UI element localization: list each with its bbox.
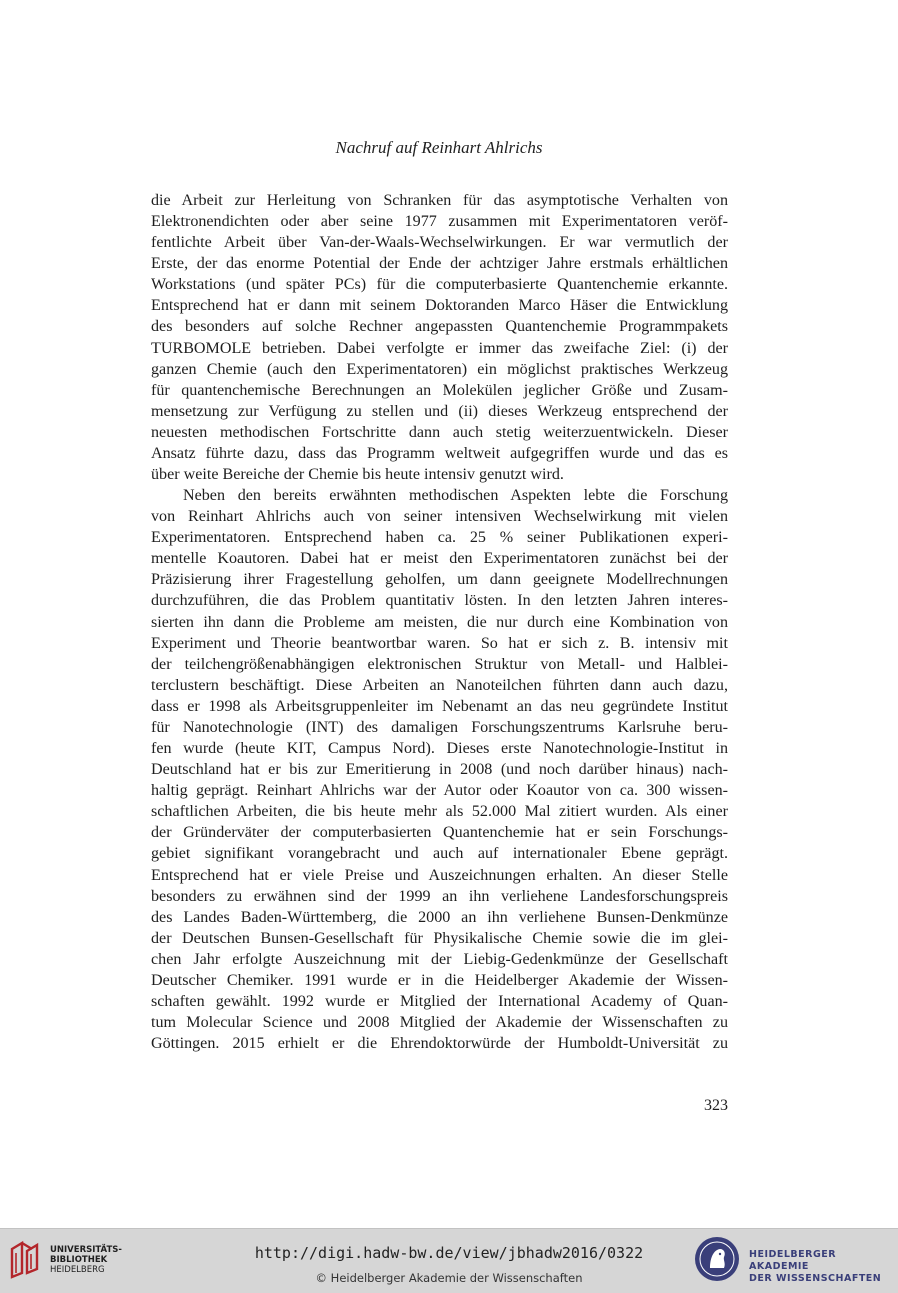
text-line: Göttingen. 2015 erhielt er die Ehrendoktorwürde der Humboldt-Universität zu: [151, 1035, 728, 1053]
page-number: 323: [704, 1097, 728, 1114]
text-line: der teilchengrößenabhängigen elektronischen Struktur von Metall- und Halblei-: [151, 655, 728, 673]
hadw-logo-line1: HEIDELBERGER AKADEMIE: [749, 1249, 837, 1272]
text-line: Neben den bereits erwähnten methodischen Aspekten lebte die Forschung: [183, 487, 728, 505]
text-line: die Arbeit zur Herleitung von Schranken für das asymptotische Verhalten von: [151, 192, 728, 209]
text-line: dass er 1998 als Arbeitsgruppenleiter im Nebenamt an das neu gegründete Institut: [151, 697, 728, 715]
text-line: gebiet signifikant vorangebracht und auch auf internationaler Ebene geprägt.: [151, 845, 728, 863]
text-line: besonders zu erwähnen sind der 1999 an ihn verliehene Landesforschungspreis: [151, 887, 728, 905]
text-line: mensetzung zur Verfügung zu stellen und (ii) dieses Werkzeug entsprechend der: [151, 402, 728, 420]
text-line: neuesten methodischen Fortschritte dann auch stetig weiterzuentwickeln. Dieser: [151, 423, 728, 441]
text-line: TURBOMOLE betrieben. Dabei verfolgte er immer das zweifache Ziel: (i) der: [151, 339, 728, 357]
ub-logo-line1: UNIVERSITÄTS-: [50, 1245, 122, 1255]
text-line: des Landes Baden-Württemberg, die 2000 an ihn verliehene Bunsen-Denkmünze: [151, 908, 728, 926]
text-line: fentlichte Arbeit über Van-der-Waals-Wechselwirkungen. Er war vermutlich der: [151, 234, 728, 252]
text-line: Workstations (und später PCs) für die computerbasierte Quantenchemie erkannte.: [151, 276, 728, 294]
text-line: Ansatz führte dazu, dass das Programm weltweit aufgegriffen wurde und das es: [151, 444, 728, 462]
text-line: chen Jahr erfolgte Auszeichnung mit der Liebig-Gedenkmünze der Gesellschaft: [151, 950, 728, 968]
text-line: Präzisierung ihrer Fragestellung geholfen, um dann geeignete Modellrechnungen: [151, 571, 728, 589]
text-line: tum Molecular Science und 2008 Mitglied der Akademie der Wissenschaften zu: [151, 1014, 728, 1032]
permalink-url[interactable]: http://digi.hadw-bw.de/view/jbhadw2016/0322: [254, 1244, 644, 1262]
text-line: haltig geprägt. Reinhart Ahlrichs war der Autor oder Koautor von ca. 300 wissen-: [151, 782, 728, 800]
text-line: für Nanotechnologie (INT) des damaligen Forschungszentrums Karlsruhe beru-: [151, 718, 728, 736]
text-line: Elektronendichten oder aber seine 1977 zusammen mit Experimentatoren veröf-: [151, 213, 728, 231]
text-line: Entsprechend hat er viele Preise und Auszeichnungen erhalten. An dieser Stelle: [151, 866, 728, 884]
ub-logo-line2: BIBLIOTHEK: [50, 1255, 108, 1265]
text-line: durchzuführen, die das Problem quantitativ lösten. In den letzten Jahren interes-: [151, 592, 728, 610]
text-line: des besonders auf solche Rechner angepassten Quantenchemie Programmpakets: [151, 318, 728, 336]
text-line: schaftlichen Arbeiten, die bis heute mehr als 52.000 Mal zitiert wurden. Als einer: [151, 803, 728, 821]
running-head: Nachruf auf Reinhart Ahlrichs: [335, 138, 543, 157]
text-line: für quantenchemische Berechnungen an Molekülen jeglicher Größe und Zusam-: [151, 381, 728, 399]
text-line: der Deutschen Bunsen-Gesellschaft für Physikalische Chemie sowie die im glei-: [151, 929, 728, 947]
text-line: terclustern beschäftigt. Diese Arbeiten an Nanoteilchen führten dann auch dazu,: [151, 676, 728, 694]
hadw-seal-icon: [693, 1235, 741, 1283]
text-line: schaften gewählt. 1992 wurde er Mitglied der International Academy of Quan-: [151, 992, 728, 1010]
text-line: Entsprechend hat er dann mit seinem Doktoranden Marco Häser die Entwicklung: [151, 297, 728, 315]
copyright-notice: © Heidelberger Akademie der Wissenschaften: [315, 1271, 583, 1285]
body-text: [151, 190, 728, 1054]
text-line: sierten ihn dann die Probleme am meisten, die nur durch eine Kombination von: [151, 613, 728, 631]
text-line: fen wurde (heute KIT, Campus Nord). Dieses erste Nanotechnologie-Institut in: [151, 740, 728, 758]
ub-logo-line3: HEIDELBERG: [50, 1265, 105, 1275]
viewer-footer: [0, 1228, 898, 1293]
text-line: der Gründerväter der computerbasierten Quantenchemie hat er sein Forschungs-: [151, 824, 728, 842]
text-line: mentelle Koautoren. Dabei hat er meist den Experimentatoren zunächst bei der: [151, 550, 728, 568]
text-line: Experimentatoren. Entsprechend haben ca. 25 % seiner Publikationen experi-: [151, 529, 728, 547]
text-line: von Reinhart Ahlrichs auch von seiner intensiven Wechselwirkung mit vielen: [151, 508, 728, 526]
text-line: Deutschland hat er bis zur Emeritierung in 2008 (und noch darüber hinaus) nach-: [151, 761, 728, 779]
hadw-logo-line2: DER WISSENSCHAFTEN: [749, 1273, 882, 1284]
text-line: Erste, der das enorme Potential der Ende der achtziger Jahre erstmals erhältlichen: [151, 255, 728, 273]
text-line: ganzen Chemie (auch den Experimentatoren) ein möglichst praktisches Werkzeug: [151, 360, 728, 378]
text-line: Experiment und Theorie beantwortbar waren. So hat er sich z. B. intensiv mit: [151, 634, 728, 652]
text-line: über weite Bereiche der Chemie bis heute intensiv genutzt wird.: [151, 466, 564, 484]
text-line: Deutscher Chemiker. 1991 wurde er in die Heidelberger Akademie der Wissen-: [151, 971, 728, 989]
hadw-logo[interactable]: [693, 1235, 893, 1287]
